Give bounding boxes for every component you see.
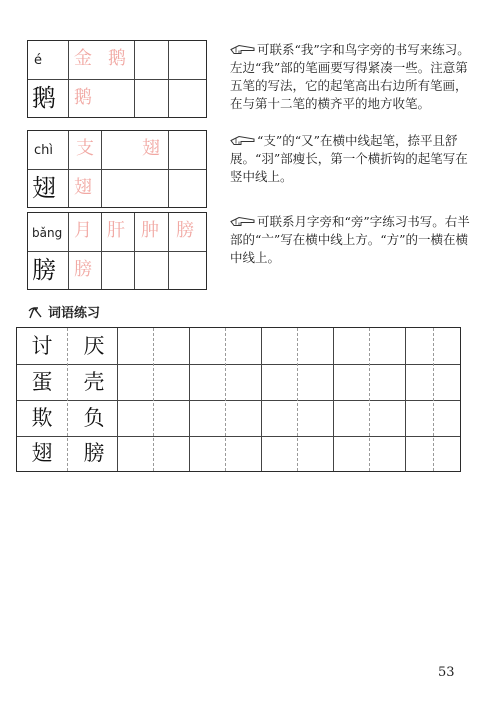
char-practice-block-bang bbox=[27, 212, 207, 290]
pinyin-chi: chì bbox=[34, 143, 53, 158]
pinyin-e: é bbox=[34, 53, 42, 68]
writing-tip-bang bbox=[230, 213, 475, 267]
char-practice-block-chi bbox=[27, 130, 207, 208]
mid-line bbox=[28, 169, 206, 170]
cell-divider bbox=[101, 213, 102, 289]
word-char: 厌 bbox=[83, 334, 105, 358]
row-line bbox=[17, 400, 460, 401]
tip-text: “支”的“又”在横中线起笔，捺平且舒展。“羽”部瘦长，第一个横折钩的起笔写在竖中线上。 bbox=[230, 133, 468, 184]
dash-line bbox=[225, 328, 226, 471]
col-line bbox=[333, 328, 334, 471]
word-char: 欺 bbox=[31, 406, 53, 430]
word-char: 蛋 bbox=[31, 370, 53, 394]
mid-line bbox=[28, 79, 206, 80]
dash-line bbox=[433, 328, 434, 471]
char-bang: 膀 bbox=[32, 256, 56, 284]
cell-divider bbox=[68, 213, 69, 289]
pointing-hand-icon bbox=[230, 135, 256, 146]
dash-line bbox=[153, 328, 154, 471]
trace-stroke: 肿 bbox=[141, 220, 159, 241]
trace-stroke: 月 bbox=[74, 220, 92, 241]
cell-divider bbox=[68, 41, 69, 117]
pointing-hand-icon bbox=[230, 44, 256, 55]
pinyin-bang: bǎng bbox=[32, 226, 63, 240]
char-chi: 翅 bbox=[32, 174, 56, 202]
cell-divider bbox=[168, 131, 169, 207]
word-char: 膀 bbox=[83, 441, 105, 465]
trace-stroke: 膀 bbox=[74, 259, 92, 280]
section-header bbox=[28, 302, 100, 321]
mid-line bbox=[28, 251, 206, 252]
page-number: 53 bbox=[438, 665, 455, 680]
trace-stroke: 翅 bbox=[74, 177, 92, 198]
trace-stroke: 鹅 bbox=[74, 87, 92, 108]
trace-stroke: 膀 bbox=[176, 220, 194, 241]
col-line bbox=[189, 328, 190, 471]
char-e: 鹅 bbox=[32, 84, 56, 112]
pointing-hand-icon bbox=[230, 216, 256, 227]
row-line bbox=[17, 436, 460, 437]
section-title: 词语练习 bbox=[48, 306, 101, 321]
cell-divider bbox=[68, 131, 69, 207]
word-char: 翅 bbox=[31, 441, 53, 465]
cell-divider bbox=[168, 213, 169, 289]
dash-line bbox=[67, 328, 68, 471]
dash-line bbox=[369, 328, 370, 471]
col-line bbox=[405, 328, 406, 471]
cell-divider bbox=[134, 41, 135, 117]
dash-line bbox=[297, 328, 298, 471]
trace-stroke: 支 bbox=[76, 138, 94, 159]
col-line bbox=[261, 328, 262, 471]
cell-divider bbox=[134, 213, 135, 289]
word-char: 负 bbox=[83, 406, 105, 430]
trace-stroke: 鹅 bbox=[108, 48, 126, 69]
trace-stroke: 金 bbox=[74, 48, 92, 69]
col-line bbox=[117, 328, 118, 471]
row-line bbox=[17, 364, 460, 365]
tip-text: 可联系月字旁和“旁”字练习书写。右半部的“亠”写在横中线上方。“方”的一横在横中线上。 bbox=[230, 214, 470, 265]
word-char: 讨 bbox=[31, 334, 53, 358]
writing-tip-chi bbox=[230, 132, 475, 186]
cell-divider bbox=[168, 41, 169, 117]
trace-stroke: 肝 bbox=[107, 220, 125, 241]
char-practice-block-e bbox=[27, 40, 207, 118]
word-practice-grid bbox=[16, 327, 461, 472]
trace-stroke: 翅 bbox=[142, 138, 160, 159]
cell-divider bbox=[101, 131, 102, 207]
pen-nib-icon bbox=[28, 304, 44, 320]
writing-tip-e bbox=[230, 41, 475, 113]
word-char: 壳 bbox=[83, 370, 105, 394]
tip-text: 可联系“我”字和鸟字旁的书写来练习。左边“我”部的笔画要写得紧凑一些。注意第五笔的写法，它的起笔高出右边所有笔画，在与第十二笔的横齐平的地方收笔。 bbox=[230, 42, 470, 111]
